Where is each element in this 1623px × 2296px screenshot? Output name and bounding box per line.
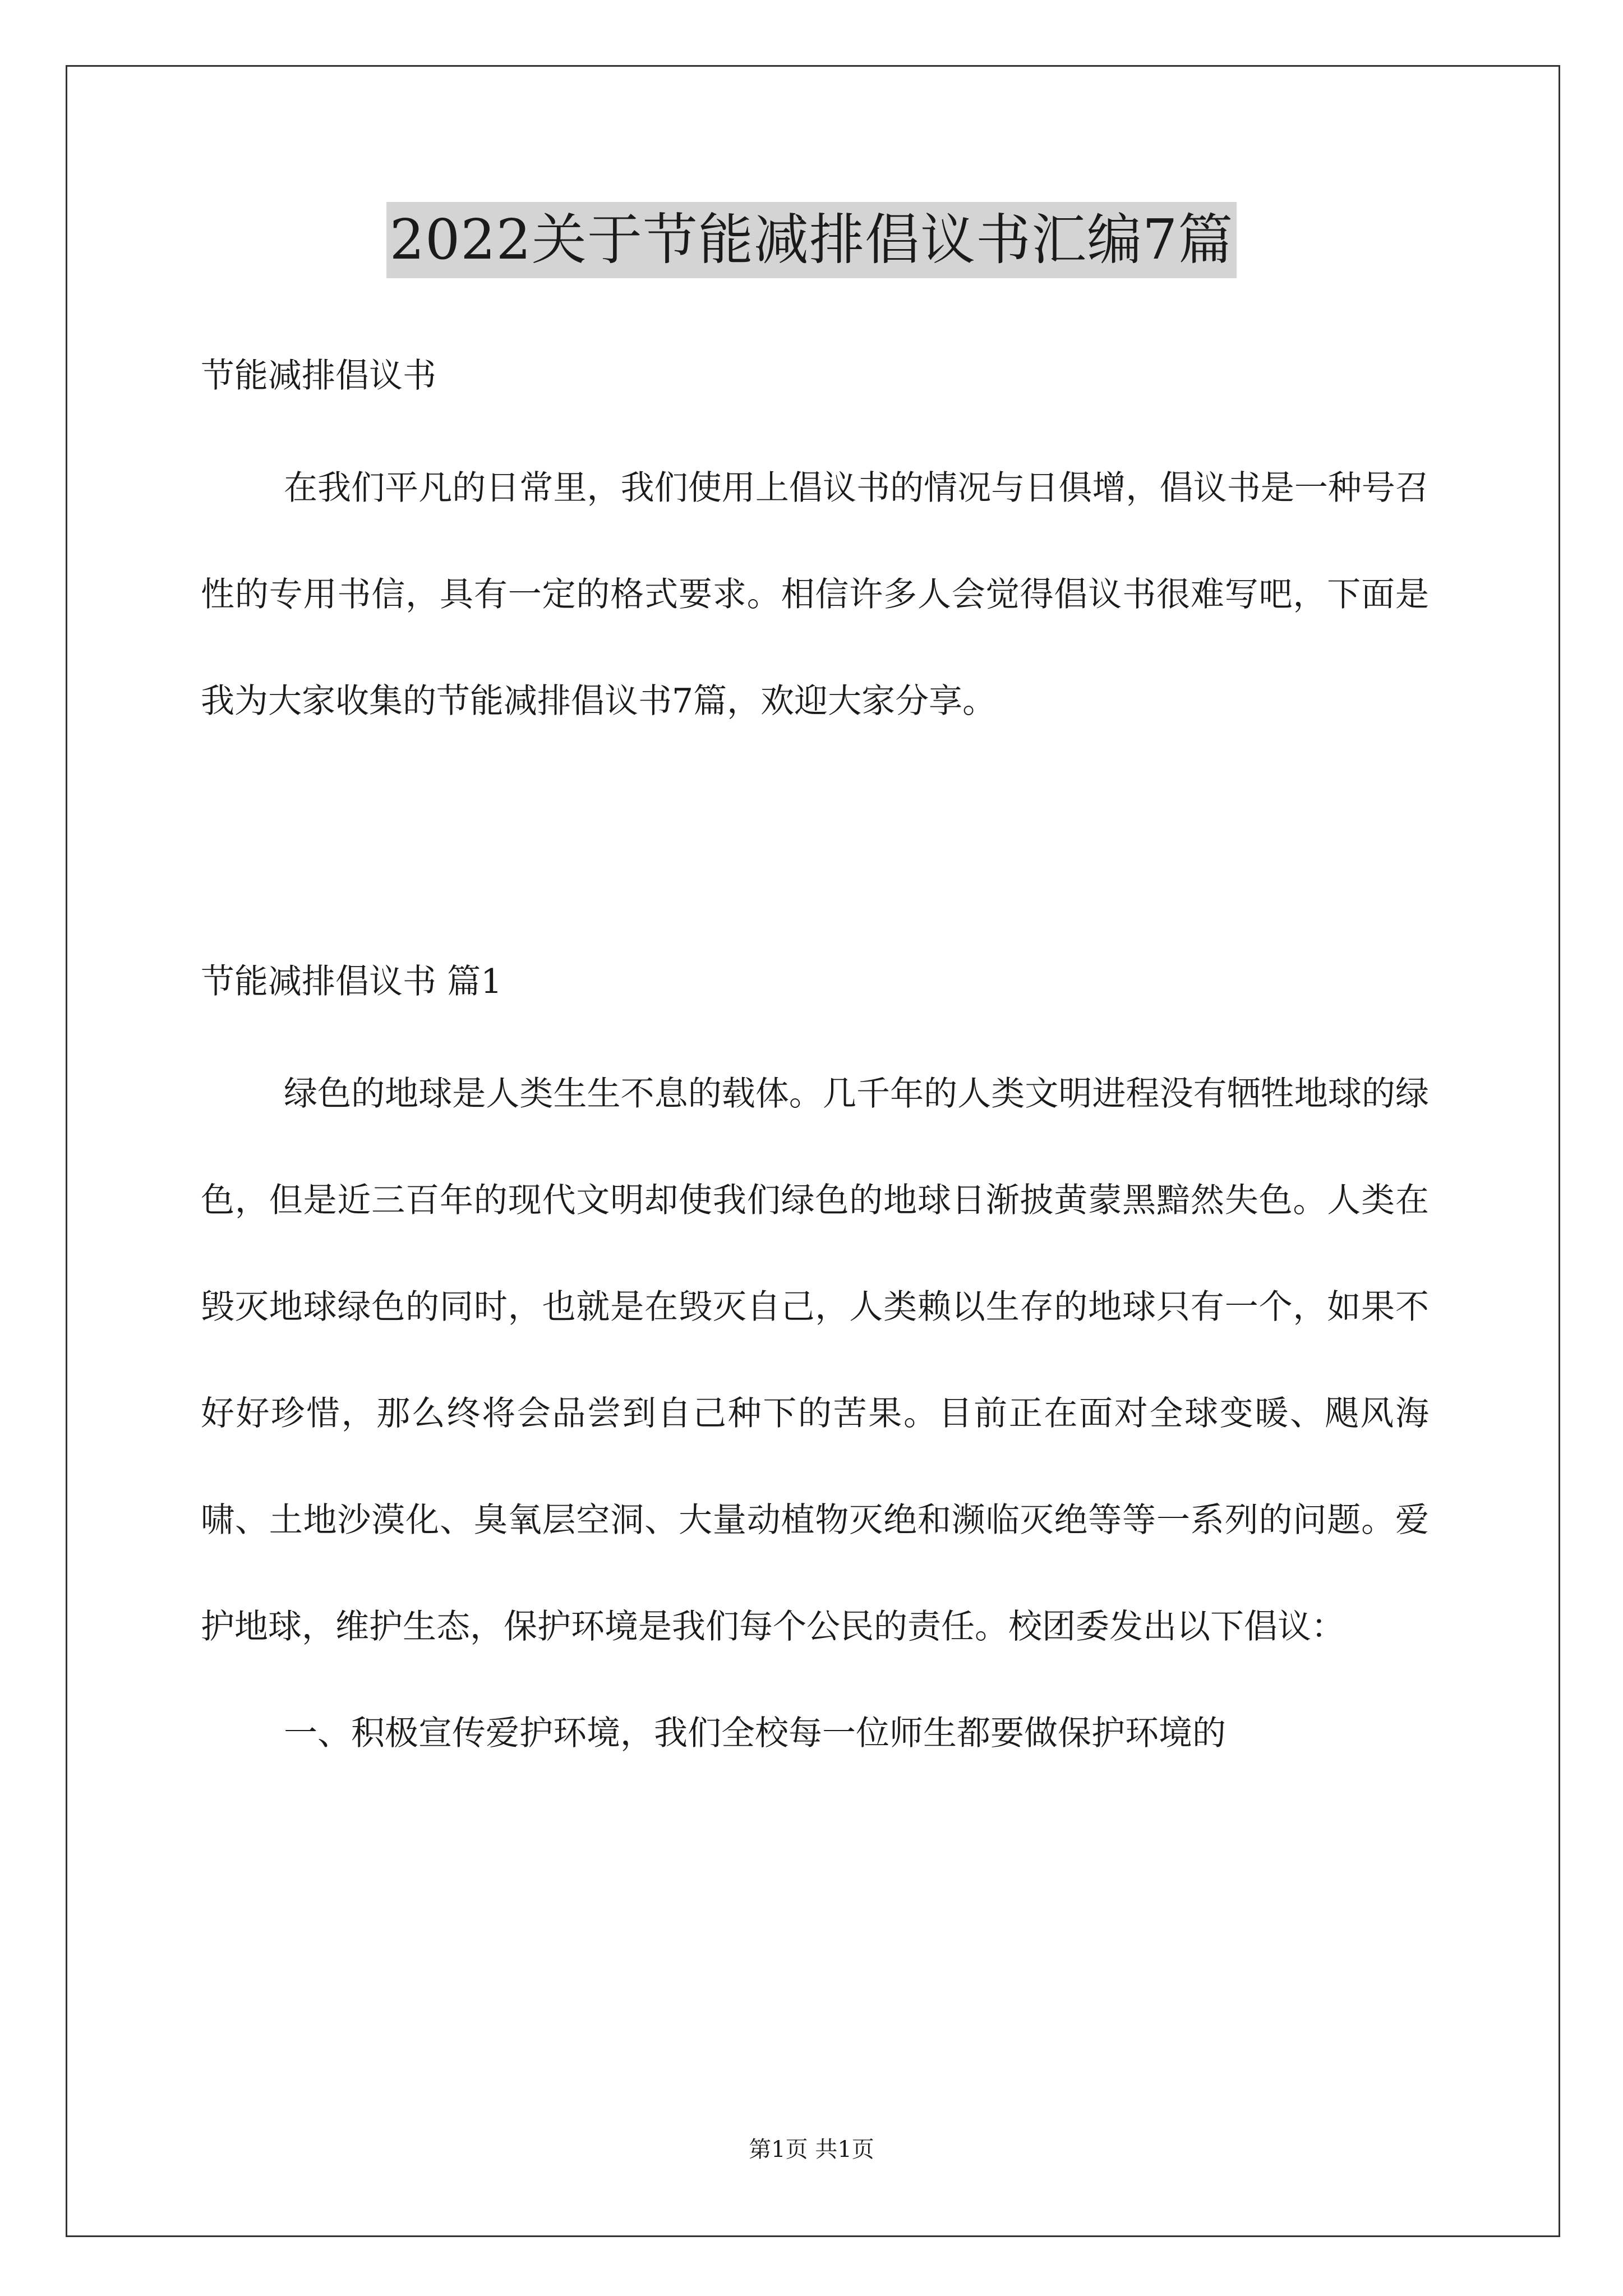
- document-title-text: 2022关于节能减排倡议书汇编7篇: [386, 202, 1237, 278]
- section-paragraph-1: 绿色的地球是人类生生不息的载体。几千年的人类文明进程没有牺牲地球的绿色，但是近三百年的现代文明却使我们绿色的地球日渐披黄蒙黑黯然失色。人类在毁灭地球绿色的同时，也就是在毁灭自己，人类赖以生存的地球只有一个，如果不好好珍惜，那么终将会品尝到自己种下的苦果。目前正在面对全球变暖、飓风海啸、土地沙漠化、臭氧层空洞、大量动植物灭绝和濒临灭绝等等一系列的问题。爱护地球，维护生态，保护环境是我们每个公民的责任。校团委发出以下倡议：: [201, 1074, 1429, 1646]
- intro-paragraph: 在我们平凡的日常里，我们使用上倡议书的情况与日俱增，倡议书是一种号召性的专用书信，具有一定的格式要求。相信许多人会觉得倡议书很难写吧，下面是我为大家收集的节能减排倡议书7篇，欢迎大家分享。: [201, 468, 1429, 721]
- section-paragraph-2: 一、积极宣传爱护环境，我们全校每一位师生都要做保护环境的: [284, 1714, 1226, 1753]
- section-body: [201, 1041, 1429, 1787]
- document-title: [0, 202, 1623, 278]
- intro-section: [201, 435, 1429, 754]
- intro-heading: 节能减排倡议书: [201, 356, 436, 395]
- section-heading: 节能减排倡议书 篇1: [201, 962, 502, 1001]
- page-footer: 第1页 共1页: [749, 2137, 874, 2162]
